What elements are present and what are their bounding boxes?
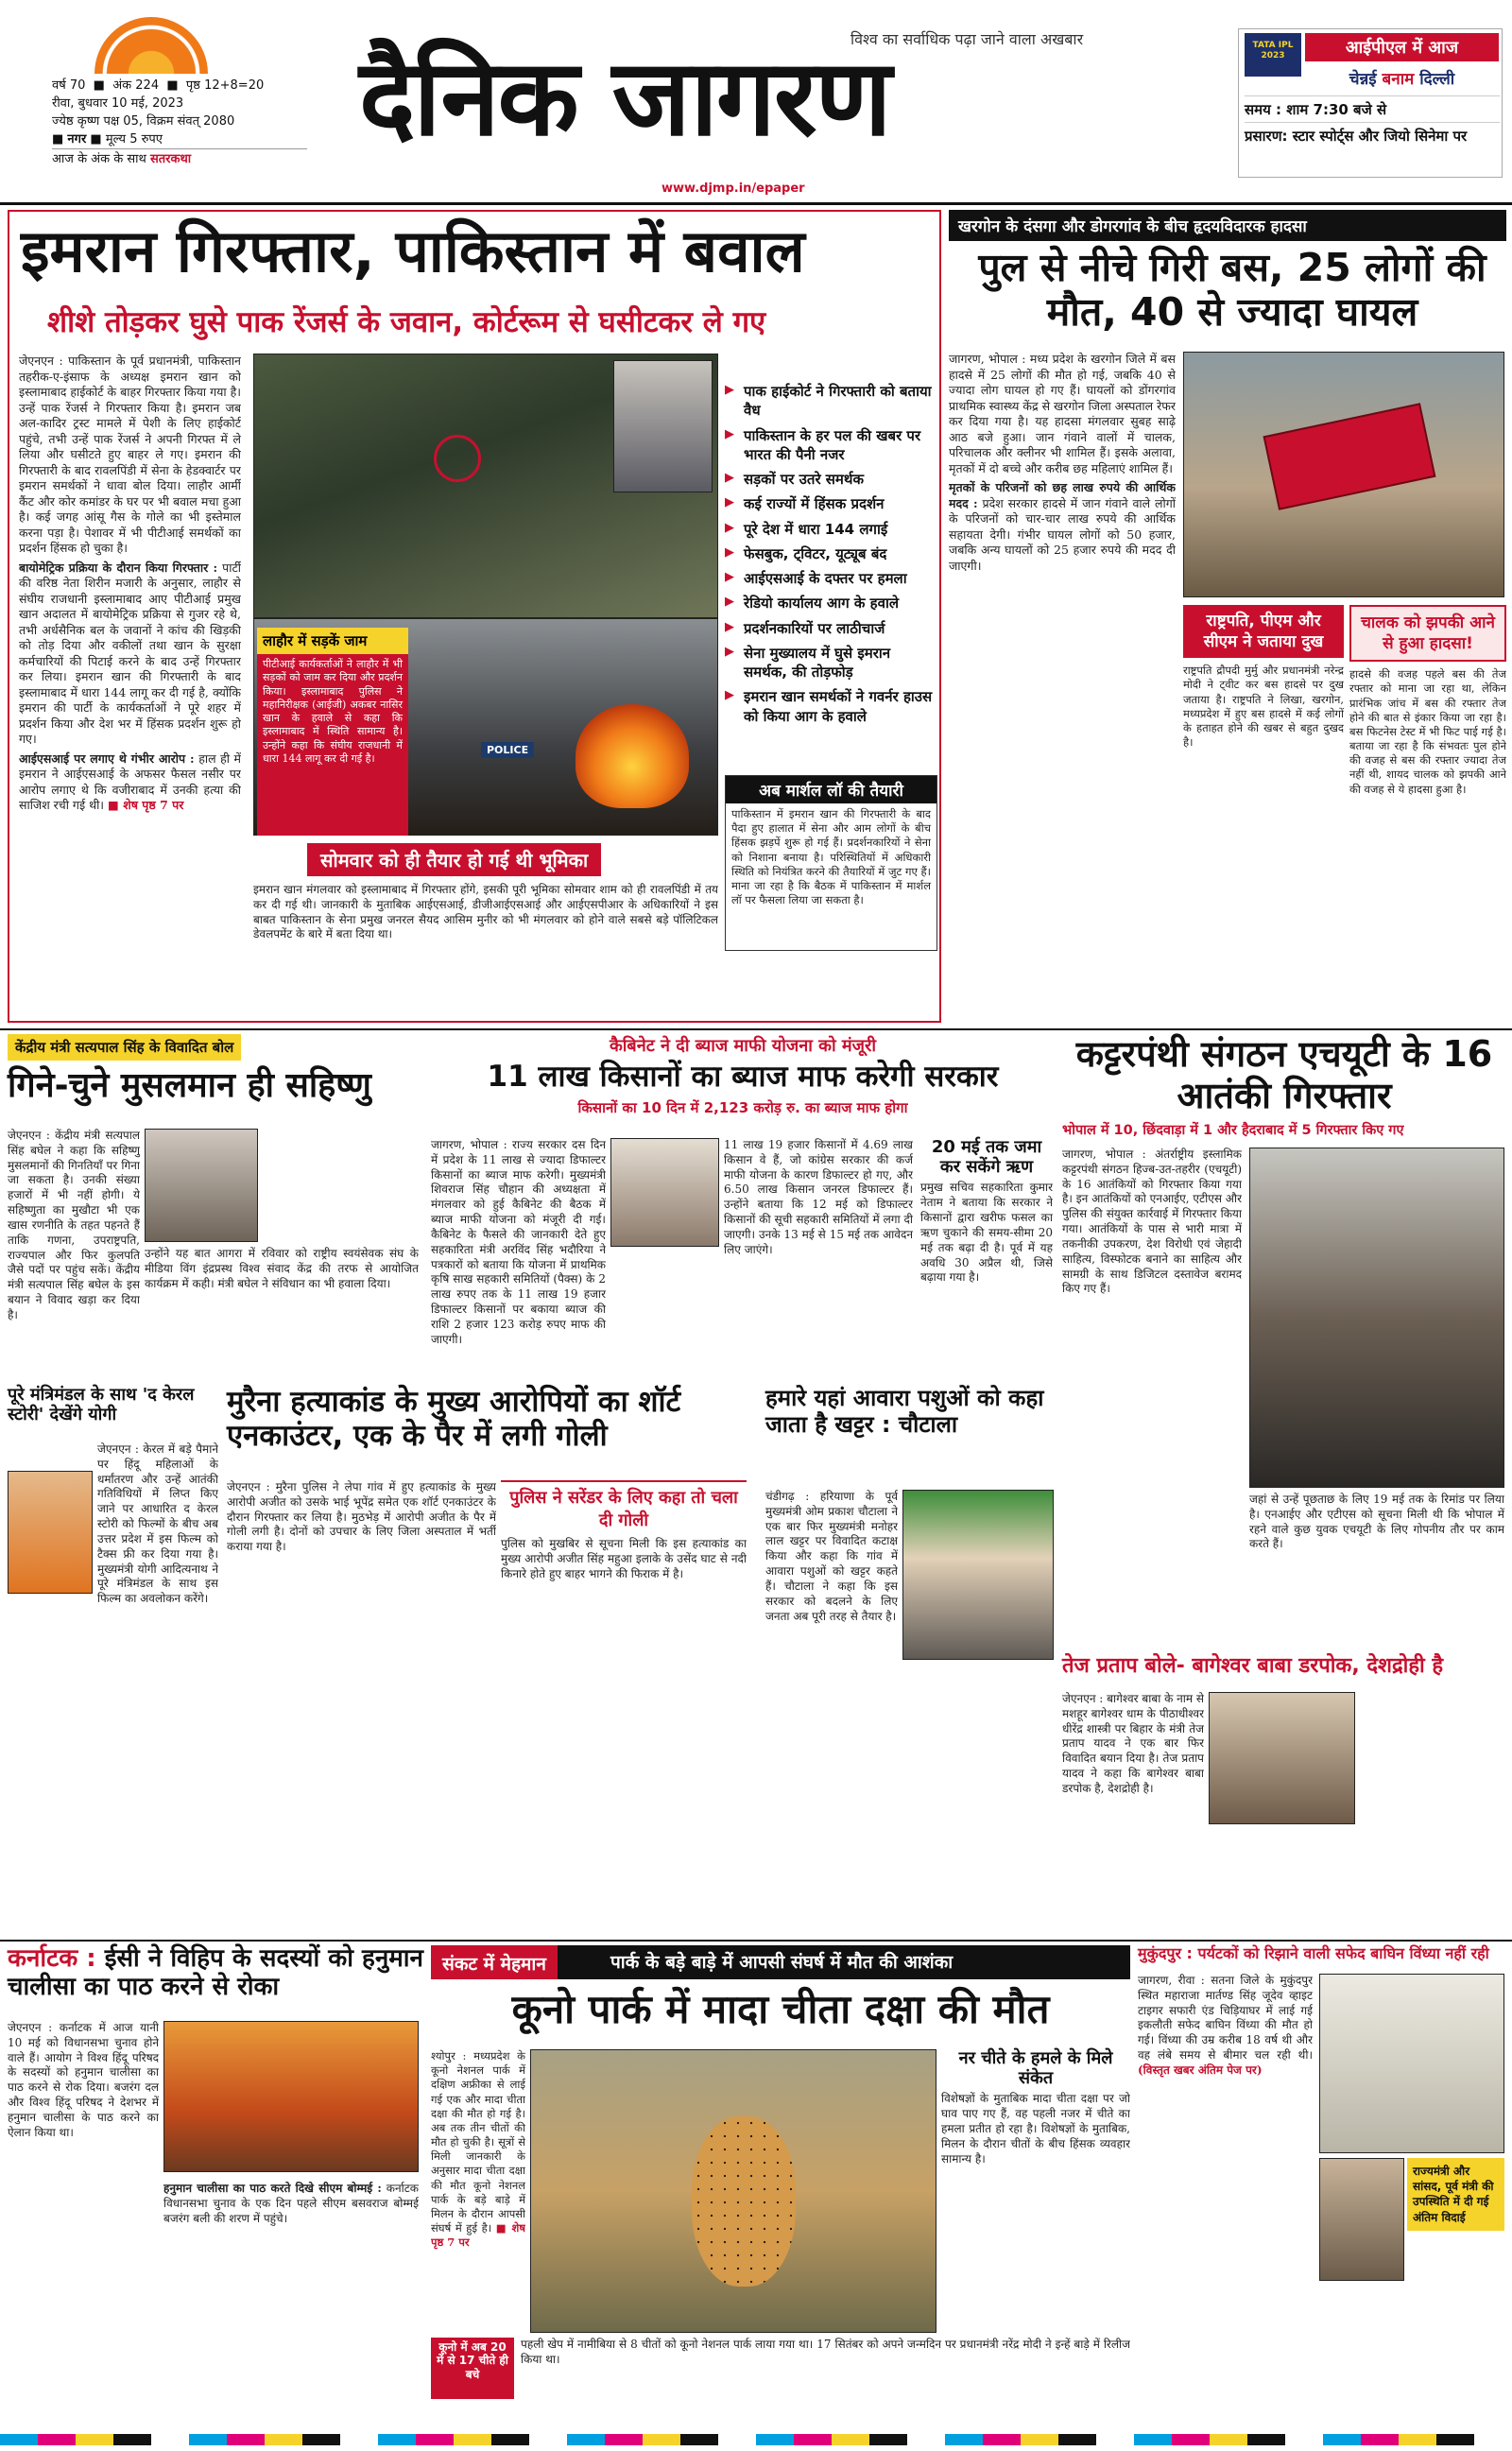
tiger-more-link[interactable]: (विस्तृत खबर अंतिम पेज पर) bbox=[1138, 2063, 1263, 2077]
cheetah-kicker: पार्क के बड़े बाड़े में आपसी संघर्ष में मौत की आशंका bbox=[610, 1952, 954, 1973]
ipl-team-a: चेन्नई bbox=[1349, 70, 1377, 89]
imran-subhead-2: बायोमेट्रिक प्रक्रिया के दौरान किया गिरफ्तार : bbox=[19, 560, 218, 575]
bus-headline: पुल से नीचे गिरी बस, 25 लोगों की मौत, 40 से ज्यादा घायल bbox=[978, 245, 1486, 336]
ipl-logo-icon bbox=[1245, 33, 1301, 77]
kisan-body-2: 11 लाख 19 हजार किसानों में 4.69 लाख किसान वे हैं, जो कांग्रेस सरकार की कर्ज माफी योजना के कारण डिफाल्टर हो गए, और 6.50 लाख किसान जनरल डिफाल्टर हैं। उन्होंने बताया कि 12 मई को डिफाल्टर किसानों की सूची सहकारी समितियों में लगा दी जाएगी। उनके 13 मई से 15 मई तक आवेदन लिए जाएंगे। bbox=[724, 1138, 913, 1256]
hut-body: जागरण, भोपाल : अंतर्राष्ट्रीय इस्लामिक कट्टरपंथी संगठन हिज्ब-उत-तहरीर (एचयूटी) के 16 आतंकियों को गिरफ्तार किया गया है। इन आतंकियों को एनआईए, एटीएस और पुलिस की संयुक्त कार्रवाई में गिरफ्तार किया गया। आतंकियों के पास से भारी मात्रा में तकनीकी उपकरण, देश विरोधी एवं जेहादी साहित्य, विस्फोटक बनाने का साहित्य और सामग्री के साथ डिजिटल दस्तावेज बरामद किए गए हैं। bbox=[1062, 1148, 1242, 1296]
tejpratap-headline: तेज प्रताप बोले- बागेश्वर बाबा डरपोक, देशद्रोही है bbox=[1062, 1654, 1444, 1678]
satyapal-story bbox=[8, 1034, 423, 1379]
imran-bullet: ▶ सड़कों पर उतरे समर्थक bbox=[725, 470, 937, 489]
lahore-box bbox=[257, 628, 408, 836]
lahore-tag: लाहौर में सड़कें जाम bbox=[257, 628, 408, 654]
imran-body bbox=[19, 354, 241, 977]
karnataka-body: जेएनएन : कर्नाटक में आज यानी 10 मई को विधानसभा चुनाव होने वाले हैं। आयोग ने विश्व हिंदू परिषद के सदस्यों को हनुमान चालीसा का पाठ करने से रोक दिया। बजरंग दल और विश्व हिंदू परिषद ने देशभर में हनुमान चालीसा के पाठ करने का ऐलान किया था। bbox=[8, 2021, 159, 2139]
imran-bullet: ▶ कई राज्यों में हिंसक प्रदर्शन bbox=[725, 494, 937, 513]
satyapal-kicker: केंद्रीय मंत्री सत्यपाल सिंह के विवादित बोल bbox=[8, 1034, 241, 1061]
kisan-body: जागरण, भोपाल : राज्य सरकार दस दिन में प्रदेश के 11 लाख से ज्यादा डिफाल्टर किसानों का ब्याज माफ करेगी। मुख्यमंत्री शिवराज सिंह चौहान की अध्यक्षता में मंगलवार को हुई कैबिनेट की बैठक में ब्याज माफी योजना को मंजूरी दी गई। कैबिनेट के फैसले की जानकारी देते हुए सहकारिता मंत्री अरविंद सिंह भदौरिया ने पत्रकारों को बताया कि योजना में प्राथमिक कृषि साख सहकारी समितियों (पैक्स) के 2 लाख रुपए तक के 11 लाख 19 हजार डिफाल्टर किसानों पर बकाया ब्याज की राशि 2 हजार 123 करोड़ रुपए माफ की जाएगी। bbox=[431, 1138, 606, 1346]
cheetah-body bbox=[431, 2049, 525, 2333]
cheetah-side-body: विशेषज्ञों के मुताबिक मादा चीता दक्षा पर जो घाव पाए गए हैं, वह पहली नजर में चीते का हमला प्रतीत हो रहा है। विशेषज्ञों के मुताबिक, मिलन के दौरान चीतों के बीच हिंसक व्यवहार सामान्य है। bbox=[941, 2092, 1130, 2166]
tejpratap-body: जेएनएन : बागेश्वर बाबा के नाम से मशहूर बागेश्वर धाम के पीठाधीश्वर धीरेंद्र शास्त्री पर बिहार के मंत्री तेज प्रताप यादव ने एक बार फिर विवादित बयान दिया है। तेज प्रताप यादव ने कहा कि बागेश्वर बाबा डरपोक है, देशद्रोही है। bbox=[1062, 1692, 1204, 1795]
imran-body-2: पार्टी की वरिष्ठ नेता शिरीन मजारी के अनुसार, लाहौर से संघीय राजधानी इस्लामाबाद आए पीटीआई प्रमुख खान अदालत में बायोमेट्रिक प्रक्रिया से गुजर रहे थे, तभी अर्धसैनिक बल के जवानों ने कांच की खिड़की को तोड़ दिया और वकीलों तथा खान के सुरक्षा कर्मचारियों की पिटाई करने के बाद उन्हें गिरफ्तार कर लिया। इमरान खान की गिरफ्तारी के बाद इस्लामाबाद में धारा 144 लागू कर दी गई है, क्योंकि इमरान की पार्टी के कार्यकर्ताओं ने पूरे शहर में प्रदर्शन किया और देश भर में हिंसक प्रदर्शन शुरू हो गए। bbox=[19, 560, 241, 746]
cheetah-side bbox=[941, 2049, 1130, 2333]
tiger-caption: राज्यमंत्री और सांसद, पूर्व मंत्री की उपस्थिति में दी गई अंतिम विदाई bbox=[1407, 2158, 1504, 2231]
bus-body-1: जागरण, भोपाल : मध्य प्रदेश के खरगोन जिले में बस हादसे में 25 लोगों की मौत हो गई, जबकि 40 से ज्यादा लोग घायल हो गए हैं। घायलों को डोंगरगांव प्राथमिक स्वास्थ्य केंद्र से खरगोन जिला अस्पताल रेफर कर दिया गया है। यह हादसा मंगलवार सुबह साढ़े आठ बजे हुआ। जान गंवाने वालों में चालक, परिचालक और क्लीनर भी शामिल हैं। इसके अलावा, मृतकों में दो बच्चे और करीब छह महिलाएं शामिल हैं। bbox=[949, 352, 1176, 475]
kisan-story bbox=[431, 1034, 1055, 1379]
imran-bullet: ▶ इमरान खान समर्थकों ने गवर्नर हाउस को किया आग के हवाले bbox=[725, 687, 937, 726]
morena-story bbox=[227, 1386, 756, 1934]
bus-accident-photo bbox=[1183, 352, 1504, 597]
kerala-story bbox=[8, 1386, 220, 1929]
price: मूल्य 5 रुपए bbox=[105, 131, 163, 147]
masthead-title: दैनिक जागरण bbox=[359, 37, 890, 160]
president-title: राष्ट्रपति, पीएम और सीएम ने जताया दुख bbox=[1183, 605, 1344, 658]
martial-law-box bbox=[725, 775, 937, 951]
imran-portrait-photo bbox=[613, 360, 713, 492]
cheetah-headline: कूनो पार्क में मादा चीता दक्षा की मौत bbox=[511, 1986, 1050, 2032]
ipl-box bbox=[1238, 28, 1503, 178]
morena-headline: मुरैना हत्याकांड के मुख्य आरोपियों का शॉर्ट एनकाउंटर, एक के पैर में लगी गोली bbox=[227, 1385, 681, 1453]
imran-subhead: शीशे तोड़कर घुसे पाक रेंजर्स के जवान, कोर्टरूम से घसीटकर ले गए bbox=[47, 305, 766, 339]
imran-bullet: ▶ पूरे देश में धारा 144 लगाई bbox=[725, 520, 937, 539]
satyapal-headline: गिने-चुने मुसलमान ही सहिष्णु bbox=[8, 1066, 371, 1105]
imran-bullet: ▶ पाकिस्तान के हर पल की खबर पर भारत की पैनी नजर bbox=[725, 426, 937, 465]
kisan-side bbox=[920, 1138, 1053, 1374]
karnataka-sub: हनुमान चालीसा का पाठ करते दिखे सीएम बोम्मई : bbox=[163, 2182, 382, 2195]
somvar-head: सोमवार को ही तैयार हो गई थी भूमिका bbox=[307, 843, 601, 876]
imran-bullet: ▶ आईएसआई के दफ्तर पर हमला bbox=[725, 569, 937, 588]
bus-story bbox=[949, 210, 1506, 1023]
hut-body-2: जहां से उन्हें पूछताछ के लिए 19 मई तक के रिमांड पर लिया है। एनआईए और एटीएस को सूचना मिली थी कि भोपाल में रहने वाले कुछ युवक एचयूटी के लिए गोपनीय तौर पर काम करते हैं। bbox=[1249, 1493, 1504, 1551]
cheetah-icon bbox=[692, 2116, 796, 2287]
satyapal-body-2: उन्होंने यह बात आगरा में रविवार को राष्ट्रीय स्वयंसेवक संघ के मीडिया विंग इंद्रप्रस्थ विश्व संवाद केंद्र की तरफ से आयोजित कार्यक्रम में कही। मंत्री बघेल ने संविधान का भी हवाला दिया। bbox=[145, 1247, 419, 1290]
karnataka-story bbox=[8, 1945, 423, 2399]
president-box bbox=[1183, 605, 1344, 1011]
imran-body-3: हाल ही में इमरान ने आईएसआई के अफसर फैसल नसीर पर आरोप लगाए थे कि वजीराबाद में उनकी हत्या की साजिश रची गई थी। bbox=[19, 751, 241, 812]
imran-bullet: ▶ फेसबुक, ट्विटर, यूट्यूब बंद bbox=[725, 544, 937, 563]
karnataka-sub-body bbox=[163, 2182, 419, 2390]
ipl-team-b: दिल्ली bbox=[1419, 70, 1455, 89]
ipl-match bbox=[1305, 67, 1499, 89]
chautala-story bbox=[765, 1386, 1058, 1934]
pages: पृष्ठ 12+8=20 bbox=[185, 78, 265, 93]
kerala-body: जेएनएन : केरल में बड़े पैमाने पर हिंदू महिलाओं के धर्मांतरण और उन्हें आतंकी गतिविधियों में लिप्त किए जाने पर आधारित द केरल स्टोरी को फिल्मों के बीच अब उत्तर प्रदेश में इस फिल्म को टैक्स फ्री कर दिया गया है। मुख्यमंत्री योगी आदित्यनाथ ने पूरे मंत्रिमंडल के साथ इस फिल्म का अवलोकन करेंगे। bbox=[97, 1442, 218, 1606]
morena-callout: पुलिस ने सरेंडर के लिए कहा तो चला दी गोली bbox=[501, 1480, 747, 1531]
ipl-vs: बनाम bbox=[1382, 70, 1415, 89]
masthead-rule bbox=[0, 202, 1512, 205]
imran-bullet: ▶ सेना मुख्यालय में घुसे इमरान समर्थक, की तोड़फोड़ bbox=[725, 644, 937, 682]
bus-kicker: खरगोन के दंसगा और डोगरगांव के बीच हृदयविदारक हादसा bbox=[949, 210, 1506, 241]
police-van-label: POLICE bbox=[481, 742, 534, 758]
morena-body-2: पुलिस को मुखबिर से सूचना मिली कि इस हत्याकांड का मुख्य आरोपी अजीत सिंह महुआ इलाके के उसेंद घाट से नदी किनारे होते हुए बाहर भागने की फिराक में है। bbox=[501, 1537, 747, 1580]
terrorists-photo bbox=[1249, 1148, 1504, 1488]
kerala-headline: पूरे मंत्रिमंडल के साथ 'द केरल स्टोरी' देखेंगे योगी bbox=[8, 1385, 195, 1424]
cheetah-photo bbox=[530, 2049, 936, 2333]
bus-body bbox=[949, 352, 1176, 1013]
shivraj-photo bbox=[610, 1138, 719, 1247]
tejpratap-story bbox=[1062, 1654, 1506, 1938]
row-rule bbox=[0, 1028, 1512, 1030]
martial-body: पाकिस्तान में इमरान खान की गिरफ्तारी के बाद पैदा हुए हालात में सेना और आम लोगों के बीच हिंसक झड़पें शुरू हो गई हैं। प्रदर्शनकारियों ने सेना को निशाना बनाया है। परिस्थितियों में अधिकारी स्थिति को नियंत्रित करने की तैयारियों में जुट गए हैं। माना जा रहा है कि बैठक में पाकिस्तान में मार्शल लॉ पर फैसला लिया जा सकता है। bbox=[731, 807, 931, 907]
tiger-body-text: जागरण, रीवा : सतना जिले के मुकुंदपुर स्थित महाराजा मार्तण्ड सिंह जूदेव व्हाइट टाइगर सफारी एंड चिड़ियाघर में लाई गई इकलौती सफेद बाघिन विंध्या की मौत हो गई। विंध्या की उम्र करीब 18 वर्ष थी और वह लंबे समय से बीमार चल रही थी। bbox=[1138, 1974, 1313, 2063]
lahore-body: पीटीआई कार्यकर्ताओं ने लाहौर में भी सड़कों को जाम कर दिया और प्रदर्शन किया। इस्लामाबाद पुलिस ने महानिरीक्षक (आईजी) अकबर नासिर खान के हवाले से कहा कि इस्लामाबाद में स्थिति सामान्य है। उन्होंने कहा कि संघीय राजधानी में धारा 144 लागू कर दी गई है। bbox=[263, 658, 403, 766]
karnataka-headline: ईसी ने विहिप के सदस्यों को हनुमान चालीसा का पाठ करने से रोका bbox=[8, 1944, 423, 2001]
white-tiger-photo bbox=[1319, 1974, 1504, 2153]
year: वर्ष 70 bbox=[52, 78, 86, 93]
kisan-side-body: प्रमुख सचिव सहकारिता कुमार नेताम ने बताया कि सरकार ने किसानों द्वारा खरीफ फसल का ऋण चुकाने की समय-सीमा 20 मई तक बढ़ा दी है। पूर्व में यह अवधि 30 अप्रैल थी, जिसे बढ़ाया गया है। bbox=[920, 1181, 1053, 1285]
cheetah-count-box: कूनो में अब 20 में से 17 चीते ही बचे bbox=[431, 2338, 514, 2399]
tejpratap-photo bbox=[1209, 1692, 1355, 1824]
morena-body: जेएनएन : मुरैना पुलिस ने लेपा गांव में हुए हत्याकांड के मुख्य आरोपी अजीत को उसके भाई भूपेंद्र समेत एक शॉर्ट एनकाउंटर के दौरान गिरफ्तार कर लिया है। मुठभेड़ में आरोपी अजीत के पैर में गोली लगी है। दोनों को उपचार के लिए जिला अस्पताल में भर्ती कराया गया है। bbox=[227, 1480, 496, 1554]
hindi-date: ज्येष्ठ कृष्ण पक्ष 05, विक्रम संवत् 2080 bbox=[52, 113, 235, 129]
tiger-body bbox=[1138, 1974, 1313, 2394]
chautala-photo bbox=[902, 1490, 1054, 1660]
imran-body-1: जेएनएन : पाकिस्तान के पूर्व प्रधानमंत्री, पाकिस्तान तहरीक-ए-इंसाफ के अध्यक्ष इमरान खान को इस्लामाबाद हाईकोर्ट के बाहर गिरफ्तार किया गया है। उन्हें पाक रेंजर्स ने गिरफ्तार किया है। इमरान जब अल-कादिर ट्रस्ट मामले में पेशी के लिए हाईकोर्ट पहुंचे, तभी उन्हें पाक रेंजर्स ने अपनी गिरफ्त में ले लिया और घसीटते हुए बाहर ले गए। इमरान की गिरफ्तारी के बाद रावलपिंडी में सेना के हेडक्वार्टर पर इमरान समर्थकों ने धावा बोल दिया। लाहौर आर्मी कैंट और कोर कमांडर के घर पर भी बवाल मचा हुआ है। कई जगह आंसू गैस के गोले का भी इस्तेमाल करना पड़ा है। पेशावर में भी पीटीआई समर्थकों का प्रदर्शन हिंसक हो चुका है। bbox=[19, 354, 241, 555]
satyapal-photo bbox=[145, 1129, 258, 1242]
kisan-subhead: किसानों का 10 दिन में 2,123 करोड़ रु. का ब्याज माफ होगा bbox=[577, 1098, 908, 1116]
masthead-tagline: विश्व का सर्वाधिक पढ़ा जाने वाला अखबार bbox=[850, 30, 1084, 48]
kisan-headline: 11 लाख किसानों का ब्याज माफ करेगी सरकार bbox=[487, 1060, 999, 1094]
imran-more-link[interactable]: ■ शेष पृष्ठ 7 पर bbox=[108, 798, 184, 812]
kisan-side-title: 20 मई तक जमा कर सकेंगे ऋण bbox=[931, 1137, 1042, 1177]
president-body: राष्ट्रपति द्रौपदी मुर्मु और प्रधानमंत्री नरेन्द्र मोदी ने ट्वीट कर बस हादसे पर दुख जताया है। राष्ट्रपति ने लिखा, खरगोन, मध्यप्रदेश में हुए बस हादसे में कई लोगों के हताहत होने की खबर से बहुत दुखद है। bbox=[1183, 664, 1344, 750]
edition: नगर bbox=[67, 131, 87, 147]
driver-title: चालक को झपकी आने से हुआ हादसा! bbox=[1349, 605, 1506, 662]
imran-bullets bbox=[725, 382, 937, 732]
cheetah-tag: संकट में मेहमान bbox=[431, 1945, 558, 1979]
todays-with: आज के अंक के साथ bbox=[52, 152, 146, 167]
chautala-body: चंडीगढ़ : हरियाणा के पूर्व मुख्यमंत्री ओम प्रकाश चौटाला ने एक बार फिर मुख्यमंत्री मनोहर लाल खट्टर पर विवादित कटाक्ष किया और कहा कि गांव में आवारा पशुओं को खट्टर कहते हैं। चौटाला ने कहा कि इस सरकार को बदलने के लिए जनता अब पूरी तरह से तैयार है। bbox=[765, 1490, 898, 1623]
yogi-photo bbox=[8, 1471, 93, 1594]
masthead bbox=[0, 0, 1512, 208]
martial-head: अब मार्शल लॉ की तैयारी bbox=[726, 776, 936, 803]
date: रीवा, बुधवार 10 मई, 2023 bbox=[52, 95, 184, 111]
somvar-body: इमरान खान मंगलवार को इस्लामाबाद में गिरफ्तार होंगे, इसकी पूरी भूमिका सोमवार शाम को ही रावलपिंडी में तय कर दी गई थी। जानकारी के मुताबिक आईएसआई, डीजीआईएसआई और आईएसपीआर के अधिकारियों ने इस बाबत पाकिस्तान के सेना प्रमुख जनरल सैयद आसिम मुनीर को भी मंगलवार को होने वाले सबसे बड़े पॉलिटिकल डेवलपमेंट के बारे में बता दिया था। bbox=[253, 883, 718, 941]
row3-rule bbox=[0, 1940, 1512, 1942]
supplement: सतरकथा bbox=[149, 152, 192, 167]
driver-box bbox=[1349, 605, 1506, 1011]
highlight-circle-icon bbox=[434, 435, 481, 482]
fire-icon bbox=[576, 704, 689, 808]
imran-bullet: ▶ पाक हाईकोर्ट ने गिरफ्तारी को बताया वैध bbox=[725, 382, 937, 421]
cheetah-more-link[interactable]: ■ शेष पृष्ठ 7 पर bbox=[431, 2221, 525, 2250]
cheetah-bottom-body: पहली खेप में नामीबिया से 8 चीतों को कूनो नेशनल पार्क लाया गया था। 17 सितंबर को अपने जन्मदिन पर प्रधानमंत्री नरेंद्र मोदी ने इन्हें बाड़े में रिलीज किया था। bbox=[521, 2338, 1130, 2366]
ipl-header: आईपीएल में आज bbox=[1305, 33, 1499, 61]
issue: अंक 224 bbox=[112, 78, 160, 93]
karnataka-kicker: कर्नाटक : bbox=[8, 1944, 96, 1973]
imran-bullet: ▶ प्रदर्शनकारियों पर लाठीचार्ज bbox=[725, 619, 937, 638]
color-registration-bar bbox=[0, 2434, 1512, 2445]
imran-arrest-photo bbox=[253, 354, 718, 618]
imran-bullet: ▶ रेडियो कार्यालय आग के हवाले bbox=[725, 594, 937, 613]
imran-story bbox=[8, 210, 941, 1023]
tiger-headline: मुकुंदपुर : पर्यटकों को रिझाने वाली सफेद बाघिन विंध्या नहीं रही bbox=[1138, 1944, 1489, 1962]
cheetah-story bbox=[431, 1945, 1130, 2399]
chautala-headline: हमारे यहां आवारा पशुओं को कहा जाता है खट्टर : चौटाला bbox=[765, 1385, 1044, 1438]
edition-meta: वर्ष 70 ■ अंक 224 ■ पृष्ठ 12+8=20 रीवा, बुधवार 10 मई, 2023 ज्येष्ठ कृष्ण पक्ष 05, विक्रम संवत् 2080 ■ नगर ■ मूल्य 5 रुपए आज के अंक के साथ सतरकथा bbox=[52, 78, 307, 169]
tiger-story bbox=[1138, 1945, 1506, 2399]
karnataka-protest-photo bbox=[163, 2021, 419, 2172]
ipl-broadcast: प्रसारण: स्टार स्पोर्ट्स और जियो सिनेमा पर bbox=[1245, 122, 1500, 147]
hut-story bbox=[1062, 1034, 1506, 1648]
bus-wreck-icon bbox=[1263, 403, 1436, 510]
hut-subhead: भोपाल में 10, छिंदवाड़ा में 1 और हैदराबाद में 5 गिरफ्तार किए गए bbox=[1062, 1123, 1404, 1139]
imran-headline: इमरान गिरफ्तार, पाकिस्तान में बवाल bbox=[21, 216, 805, 285]
ipl-time: समय : शाम 7:30 बजे से bbox=[1245, 95, 1500, 119]
satyapal-body: जेएनएन : केंद्रीय मंत्री सत्यपाल सिंह बघेल ने कहा कि सहिष्णु मुसलमानों की गिनतियाँ पर गिना जा सकता है। उनकी संख्या हजारों में भी नहीं होगी। ये सहिष्णुता का मुखौटा भी एक खास रणनीति के तहत पहनते हैं ताकि गणना, उपराष्ट्रपति, राज्यपाल और फिर कुलपति जैसे पदों पर पहुंच सकें। केंद्रीय मंत्री सत्यपाल सिंह बघेल के इस बयान ने विवाद खड़ा कर दिया है। bbox=[8, 1129, 140, 1321]
driver-body: हादसे की वजह पहले बस की तेज रफ्तार को माना जा रहा था, लेकिन प्रारंभिक जांच में बस की रफ्तार तेज होने की बात से इंकार किया जा रहा है। बस फिटनेस टेस्ट में भी फिट पाई गई है। बताया जा रहा है कि संभवतः पुल होने की वजह से बस की रफ्तार ज्यादा तेज नहीं थी, शायद चालक को झपकी आने की वजह से ये हादसा हुआ है। bbox=[1349, 667, 1506, 796]
tiger-farewell-photo bbox=[1319, 2158, 1404, 2281]
epaper-url[interactable]: www.djmp.in/epaper bbox=[662, 181, 805, 196]
hut-headline: कट्टरपंथी संगठन एचयूटी के 16 आतंकी गिरफ्तार bbox=[1075, 1033, 1493, 1116]
cheetah-side-title: नर चीते के हमले के मिले संकेत bbox=[958, 2048, 1113, 2088]
cheetah-body-text: श्योपुर : मध्यप्रदेश के कूनो नेशनल पार्क में दक्षिण अफ्रीका से लाई गई एक और मादा चीता दक्षा की मौत हो गई है। अब तक तीन चीतों की मौत हो चुकी है। सूत्रों से मिली जानकारी के अनुसार मादा चीता दक्षा की मौत कूनो नेशनल पार्क के बड़े बाड़े में मिलन के दौरान आपसी संघर्ष में हुई है। bbox=[431, 2049, 525, 2235]
bus-subhead: मृतकों के परिजनों को छह लाख रुपये की आर्थिक मदद : bbox=[949, 480, 1176, 510]
sun-logo-icon bbox=[94, 17, 208, 74]
kisan-kicker: कैबिनेट ने दी ब्याज माफी योजना को मंजूरी bbox=[609, 1036, 877, 1056]
imran-subhead-3: आईएसआई पर लगाए थे गंभीर आरोप : bbox=[19, 751, 195, 766]
karnataka-sub-text: कर्नाटक विधानसभा चुनाव के एक दिन पहले सीएम बसवराज बोम्मई बजरंग बली की शरण में पहुंचे। bbox=[163, 2182, 419, 2225]
tata-logo: TATA IPL 2023 bbox=[1252, 41, 1294, 60]
bus-body-2: प्रदेश सरकार हादसे में जान गंवाने वाले लोगों के परिजनों को चार-चार लाख रुपये की आर्थिक सहायता देगी। गंभीर घायल लोगों को 50 हजार, जबकि अन्य घायलों को 25 हजार रुपये की मदद दी जाएगी। bbox=[949, 495, 1176, 573]
